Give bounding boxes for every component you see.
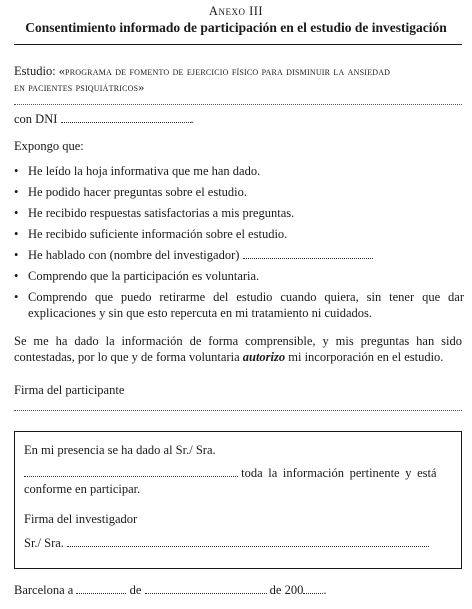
list-item — [14, 205, 464, 221]
footer-de-2: de 200 — [269, 583, 304, 597]
box-line-2 — [24, 465, 454, 481]
box-line-3: conforme en participar. — [24, 482, 141, 496]
bullet-icon: • — [14, 206, 19, 220]
statement-list — [14, 163, 464, 321]
participant-signature-label: Firma del participante — [14, 383, 125, 397]
list-item — [14, 247, 464, 263]
bullet-icon: • — [14, 269, 19, 283]
consent-text-after: mi incorporación en el estudio. — [285, 350, 444, 364]
investigator-signature-name-field[interactable] — [67, 545, 429, 547]
box-name-line — [24, 535, 429, 551]
bullet-icon: • — [14, 227, 19, 241]
participant-signature-field[interactable] — [14, 410, 462, 411]
study-name-line1: programa de fomento de ejercicio físico para disminuir la ansiedad — [65, 64, 391, 78]
box-line-2-text: toda la información pertinente y está — [241, 466, 437, 480]
investigator-box — [14, 431, 462, 569]
investigator-signature-label: Firma del investigador — [24, 512, 138, 526]
consent-emphasis: autorizo — [242, 350, 286, 364]
statement-intro: Expongo que: — [14, 139, 84, 153]
footer-end: . — [323, 583, 327, 597]
dni-label: con DNI — [14, 112, 58, 126]
dni-field[interactable] — [61, 121, 191, 123]
bullet-icon: • — [14, 248, 19, 262]
footer-de-1: de — [129, 583, 142, 597]
participant-name-field[interactable] — [14, 104, 462, 105]
list-item-text: He leído la hoja informativa que me han dado. — [28, 164, 261, 178]
list-item — [14, 289, 464, 321]
annex-label: Anexo III — [208, 4, 264, 18]
study-name-line2: en pacientes psiquiátricos» — [14, 80, 145, 94]
box-line-1: En mi presencia se ha dado al Sr./ Sra. — [24, 443, 216, 457]
investigator-name-field[interactable] — [243, 257, 373, 259]
list-item-text: Comprendo que la participación es voluntaria. — [28, 269, 260, 283]
footer-date-line — [14, 582, 326, 598]
investigator-name-label: Sr./ Sra. — [24, 536, 64, 550]
dni-end: . — [190, 112, 194, 126]
list-item-text: He hablado con (nombre del investigador) — [28, 248, 240, 262]
study-line-1 — [14, 63, 390, 79]
day-field[interactable] — [76, 592, 126, 594]
year-field[interactable] — [303, 592, 323, 594]
dni-line — [14, 111, 194, 127]
bullet-icon: • — [14, 290, 19, 304]
patient-name-field[interactable] — [24, 475, 238, 477]
list-item-text: He recibido respuestas satisfactorias a mis preguntas. — [28, 206, 295, 220]
bullet-icon: • — [14, 185, 19, 199]
bullet-icon: • — [14, 164, 19, 178]
title-divider — [14, 44, 462, 45]
list-item-text: He podido hacer preguntas sobre el estudio. — [28, 185, 248, 199]
study-label: Estudio: « — [14, 64, 66, 78]
consent-paragraph — [14, 333, 462, 365]
list-item — [14, 226, 464, 242]
month-field[interactable] — [145, 592, 267, 594]
list-item — [14, 163, 464, 179]
form-title: Consentimiento informado de participación en el estudio de investigación — [25, 20, 447, 35]
list-item — [14, 268, 464, 284]
list-item-text: He recibido suficiente información sobre el estudio. — [28, 227, 288, 241]
footer-place: Barcelona a — [14, 583, 74, 597]
consent-text-before: Se me ha dado la información de forma comprensible, y mis preguntas han sido contestadas, por lo que y de forma voluntaria — [14, 334, 462, 364]
list-item — [14, 184, 464, 200]
list-item-text: Comprendo que puedo retirarme del estudio cuando quiera, sin tener que dar explicaciones y sin que esto repercuta en mi tratamiento ni cuidados. — [28, 290, 464, 320]
study-line-2 — [14, 79, 144, 95]
